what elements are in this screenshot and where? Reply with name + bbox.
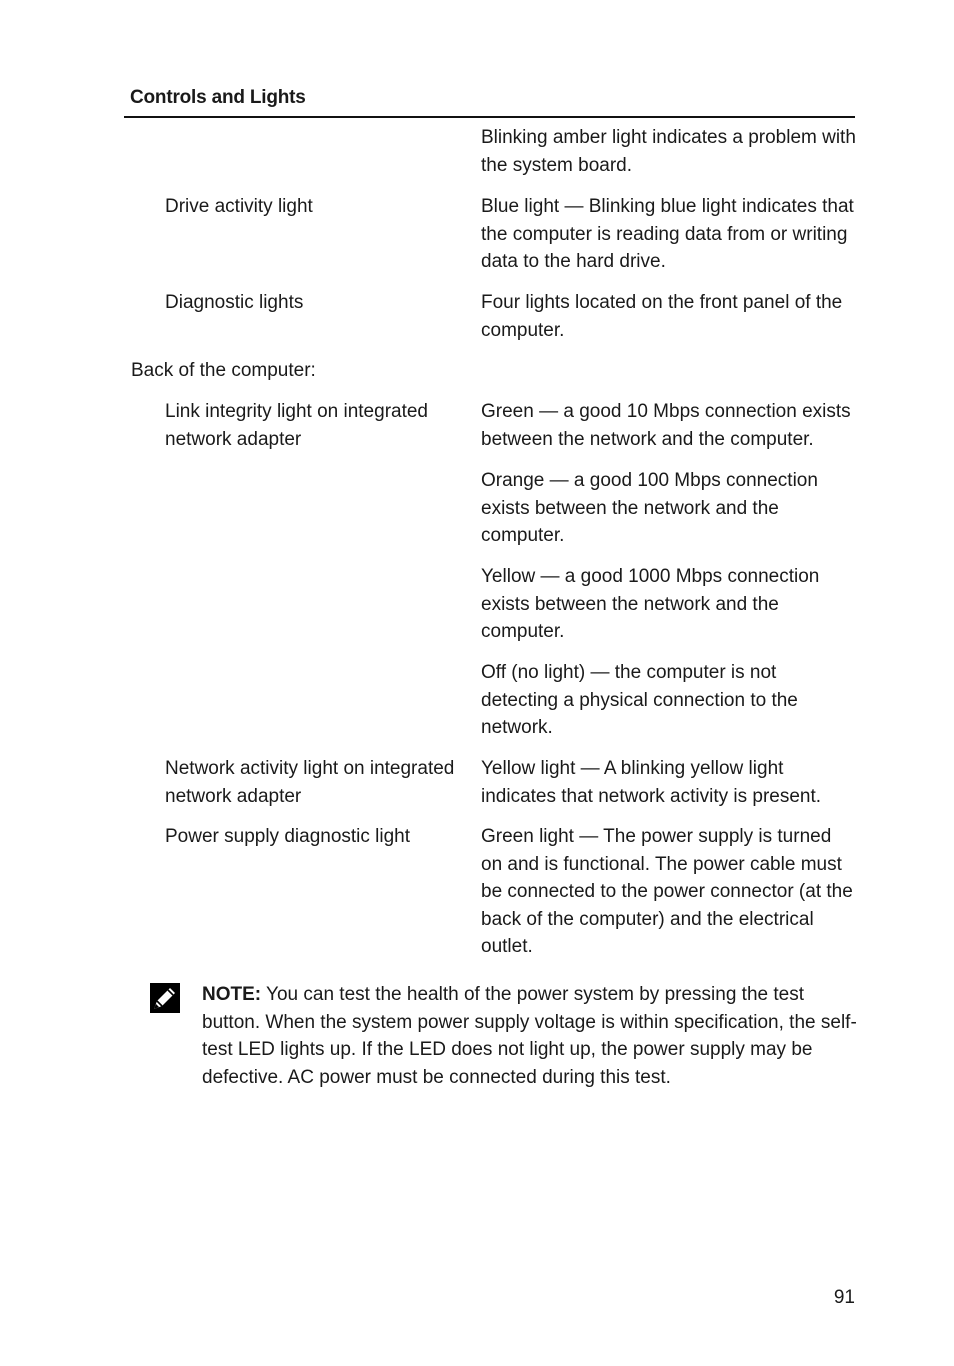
back-row-0-description: Green — a good 10 Mbps connection exists between the network and the computer. bbox=[481, 401, 851, 450]
page-header bbox=[124, 86, 855, 118]
back-row-2-description: Yellow — a good 1000 Mbps connection exists between the network and the computer. bbox=[481, 566, 820, 642]
back-row-4-label: Network activity light on integrated network adapter bbox=[165, 758, 455, 807]
note-label: NOTE: bbox=[202, 984, 262, 1005]
back-row-4-description: Yellow light — A blinking yellow light indicates that network activity is present. bbox=[481, 758, 822, 807]
note-body: You can test the health of the power system by pressing the test button. When the system power supply voltage is within specification, the self-test LED lights up. If the LED does not light up, the power supply may be defective. AC power must be connected during this test. bbox=[202, 984, 857, 1088]
back-row-5-label: Power supply diagnostic light bbox=[165, 826, 411, 847]
row-0-description: Blinking amber light indicates a problem with the system board. bbox=[481, 127, 856, 176]
row-2-description: Four lights located on the front panel of the computer. bbox=[481, 292, 843, 341]
back-row-0-label: Link integrity light on integrated network adapter bbox=[165, 401, 428, 450]
note-pencil-icon bbox=[150, 983, 180, 1013]
note-text bbox=[202, 981, 858, 1091]
header-title: Controls and Lights bbox=[130, 87, 306, 108]
back-row-3-description: Off (no light) — the computer is not detecting a physical connection to the network. bbox=[481, 662, 798, 738]
row-1-description: Blue light — Blinking blue light indicates that the computer is reading data from or writing data to the hard drive. bbox=[481, 196, 854, 272]
row-1-label: Drive activity light bbox=[165, 196, 313, 217]
row-2-label: Diagnostic lights bbox=[165, 292, 304, 313]
back-row-5-description: Green light — The power supply is turned on and is functional. The power cable must be connected to the power connector (at the back of the computer) and the electrical outlet. bbox=[481, 826, 853, 957]
page-number: 91 bbox=[833, 1287, 855, 1308]
back-row-1-description: Orange — a good 100 Mbps connection exists between the network and the computer. bbox=[481, 470, 818, 546]
section-back-of-computer: Back of the computer: bbox=[131, 360, 316, 381]
